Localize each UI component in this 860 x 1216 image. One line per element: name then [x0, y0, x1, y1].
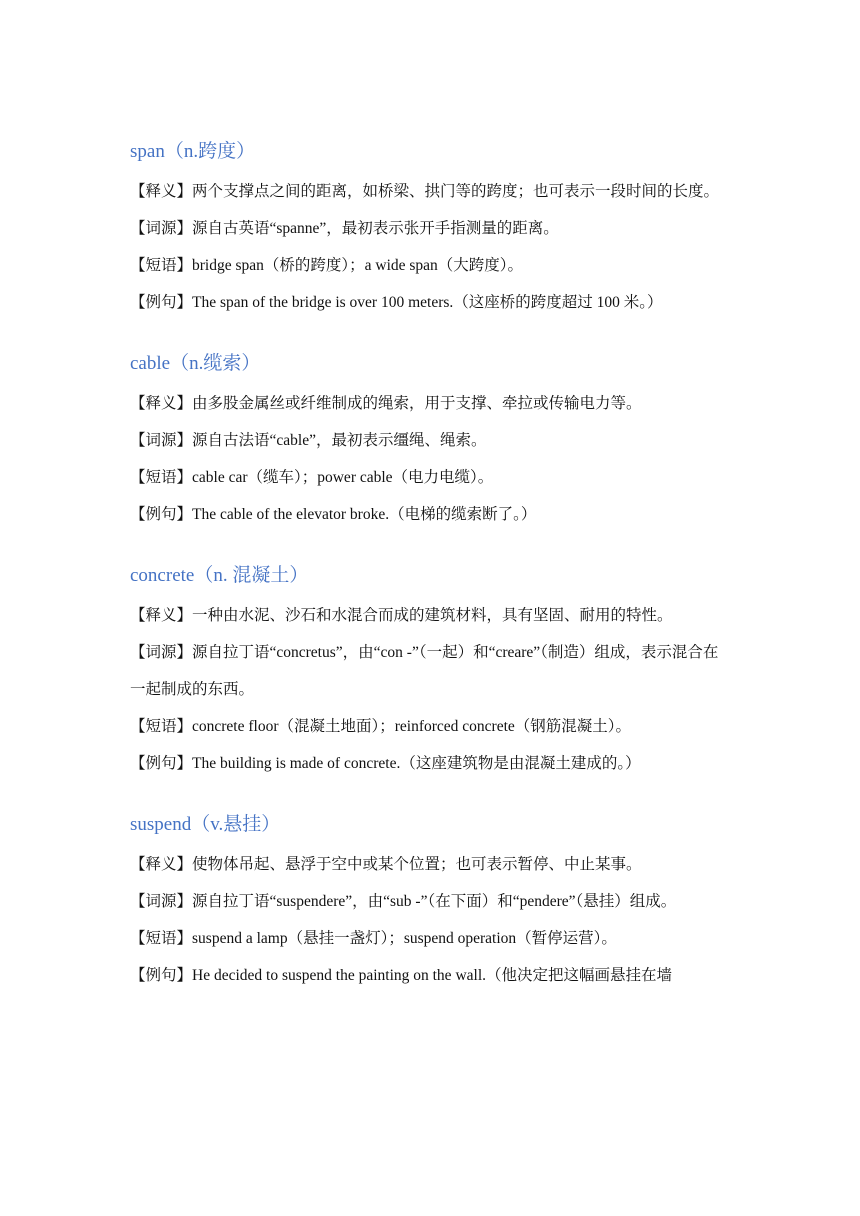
entry-concrete [130, 560, 730, 782]
etymology-line: 【词源】源自古英语“spanne”，最初表示张开手指测量的距离。 [130, 220, 559, 237]
entry-span [130, 136, 730, 321]
phrases-line: 【短语】cable car（缆车）；power cable（电力电缆）。 [130, 469, 494, 486]
headword: suspend（v.悬挂） [130, 814, 281, 835]
definition-line: 【释义】由多股金属丝或纤维制成的绳索，用于支撑、牵拉或传输电力等。 [130, 395, 642, 412]
example-line: 【例句】He decided to suspend the painting on the wall.（他决定把这幅画悬挂在墙 [130, 967, 673, 984]
definition-line: 【释义】使物体吊起、悬浮于空中或某个位置；也可表示暂停、中止某事。 [130, 856, 642, 873]
headword: span（n.跨度） [130, 141, 256, 162]
etymology-line: 【词源】源自拉丁语“suspendere”，由“sub -”（在下面）和“pendere”（悬挂）组成。 [130, 893, 677, 910]
headword: cable（n.缆索） [130, 353, 261, 374]
phrases-line: 【短语】bridge span（桥的跨度）；a wide span（大跨度）。 [130, 257, 524, 274]
definition-line: 【释义】一种由水泥、沙石和水混合而成的建筑材料，具有坚固、耐用的特性。 [130, 607, 673, 624]
phrases-line: 【短语】suspend a lamp（悬挂一盏灯）；suspend operation（暂停运营）。 [130, 930, 617, 947]
dictionary-page [130, 136, 730, 1021]
entry-cable [130, 348, 730, 533]
headword: concrete（n. 混凝土） [130, 565, 309, 586]
etymology-line: 【词源】源自拉丁语“concretus”，由“con -”（一起）和“creare”（制造）组成，表示混合在一起制成的东西。 [130, 644, 719, 698]
example-line: 【例句】The span of the bridge is over 100 meters.（这座桥的跨度超过 100 米。） [130, 294, 663, 311]
etymology-line: 【词源】源自古法语“cable”，最初表示缰绳、绳索。 [130, 432, 487, 449]
definition-line: 【释义】两个支撑点之间的距离，如桥梁、拱门等的跨度；也可表示一段时间的长度。 [130, 183, 720, 200]
example-line: 【例句】The building is made of concrete.（这座建筑物是由混凝土建成的。） [130, 755, 641, 772]
entry-suspend [130, 809, 730, 994]
phrases-line: 【短语】concrete floor（混凝土地面）；reinforced concrete（钢筋混凝土）。 [130, 718, 632, 735]
example-line: 【例句】The cable of the elevator broke.（电梯的缆索断了。） [130, 506, 537, 523]
